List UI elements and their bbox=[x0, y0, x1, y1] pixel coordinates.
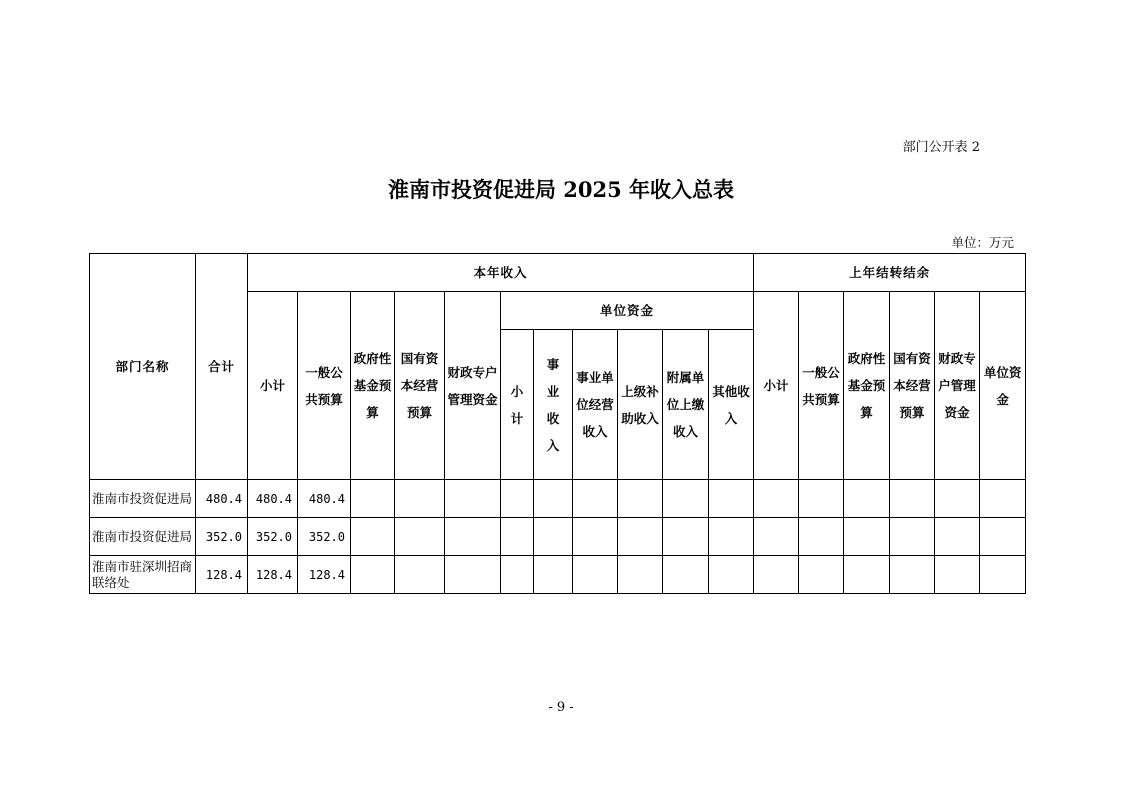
income-summary-table bbox=[89, 253, 1026, 594]
header-prior-fiscal-special: 财政专户管理资金 bbox=[935, 292, 980, 480]
row-subtotal: 352.0 bbox=[248, 518, 298, 556]
header-unit-funds-group: 单位资金 bbox=[501, 292, 754, 330]
header-operating-income: 事业单位经营收入 bbox=[573, 330, 618, 480]
table-row bbox=[90, 480, 1026, 518]
header-business-income-cell bbox=[534, 330, 573, 480]
page-label: 部门公开表 2 bbox=[902, 140, 980, 155]
row-general-budget: 352.0 bbox=[298, 518, 351, 556]
page-number: - 9 - bbox=[548, 700, 574, 715]
row-total: 352.0 bbox=[196, 518, 248, 556]
header-unit-subtotal: 小计 bbox=[510, 383, 524, 426]
header-total: 合计 bbox=[196, 254, 248, 480]
header-unit-subtotal-cell bbox=[501, 330, 534, 480]
header-current-year-income: 本年收入 bbox=[248, 254, 754, 292]
header-superior-subsidy: 上级补助收入 bbox=[618, 330, 663, 480]
row-dept-name: 淮南市投资促进局 bbox=[90, 518, 196, 556]
header-prior-subtotal: 小计 bbox=[754, 292, 799, 480]
unit-label: 单位：万元 bbox=[951, 235, 1014, 250]
header-prior-gov-fund-budget: 政府性基金预算 bbox=[844, 292, 890, 480]
page-title: 淮南市投资促进局 2025 年收入总表 bbox=[387, 177, 735, 202]
header-prior-unit-funds: 单位资金 bbox=[980, 292, 1026, 480]
header-dept-name: 部门名称 bbox=[90, 254, 196, 480]
header-other-income: 其他收入 bbox=[709, 330, 754, 480]
row-dept-name: 淮南市投资促进局 bbox=[90, 480, 196, 518]
header-row-1 bbox=[90, 254, 1026, 292]
header-prior-year-carryover: 上年结转结余 bbox=[754, 254, 1026, 292]
header-current-fiscal-special: 财政专户管理资金 bbox=[445, 292, 501, 480]
header-affiliated-turnover: 附属单位上缴收入 bbox=[663, 330, 709, 480]
row-subtotal: 480.4 bbox=[248, 480, 298, 518]
table-row bbox=[90, 518, 1026, 556]
header-prior-state-capital-budget: 国有资本经营预算 bbox=[890, 292, 935, 480]
row-dept-name: 淮南市驻深圳招商联络处 bbox=[90, 556, 196, 594]
row-general-budget: 480.4 bbox=[298, 480, 351, 518]
row-total: 128.4 bbox=[196, 556, 248, 594]
header-current-general-budget: 一般公共预算 bbox=[298, 292, 351, 480]
header-current-subtotal: 小计 bbox=[248, 292, 298, 480]
header-current-state-capital-budget: 国有资本经营预算 bbox=[395, 292, 445, 480]
header-business-income: 事业收入 bbox=[546, 356, 560, 453]
row-subtotal: 128.4 bbox=[248, 556, 298, 594]
row-total: 480.4 bbox=[196, 480, 248, 518]
header-prior-general-budget: 一般公共预算 bbox=[799, 292, 844, 480]
header-current-gov-fund-budget: 政府性基金预算 bbox=[351, 292, 395, 480]
table-row bbox=[90, 556, 1026, 594]
row-general-budget: 128.4 bbox=[298, 556, 351, 594]
